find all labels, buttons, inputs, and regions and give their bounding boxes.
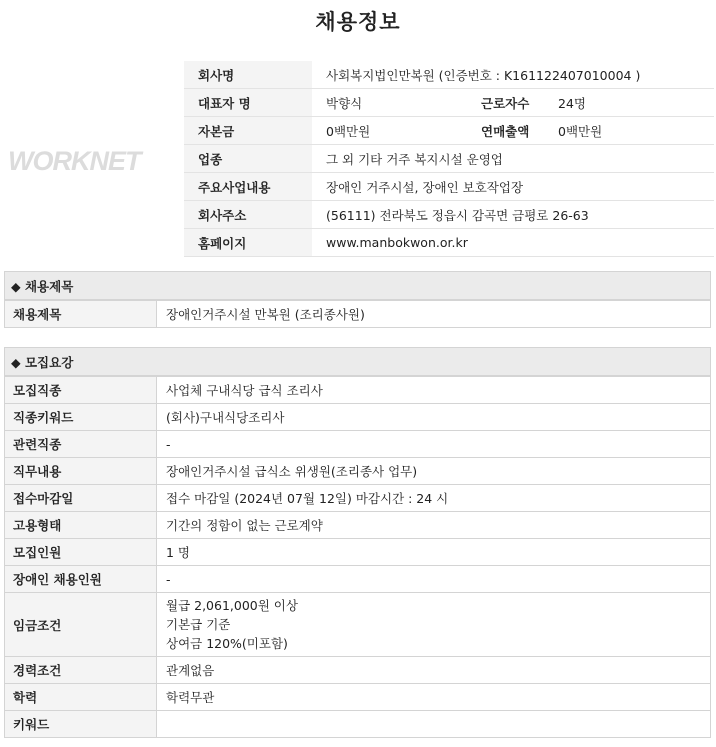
recruit-row-label: 장애인 채용인원 — [5, 566, 157, 593]
recruit-row-value: 1 명 — [157, 539, 711, 566]
homepage-link[interactable]: www.manbokwon.or.kr — [312, 229, 714, 257]
recruit-row-label: 모집인원 — [5, 539, 157, 566]
company-row-address — [184, 201, 714, 229]
address-value: (56111) 전라북도 정읍시 감곡면 금평로 26-63 — [312, 201, 714, 229]
company-row-business — [184, 173, 714, 201]
business-value: 장애인 거주시설, 장애인 보호작업장 — [312, 173, 714, 201]
recruit-section — [4, 347, 711, 738]
recruit-row — [5, 657, 711, 684]
company-info-table — [184, 61, 714, 257]
company-row-industry — [184, 145, 714, 173]
capital-label: 자본금 — [184, 117, 312, 145]
recruit-row-label: 관련직종 — [5, 431, 157, 458]
recruit-row — [5, 684, 711, 711]
recruit-row-label: 고용형태 — [5, 512, 157, 539]
wage-line: 월급 2,061,000원 이상 — [166, 598, 298, 613]
recruit-row-label: 직종키워드 — [5, 404, 157, 431]
recruit-row-label: 접수마감일 — [5, 485, 157, 512]
page-title: 채용정보 — [315, 10, 401, 34]
recruit-row-value: 사업체 구내식당 급식 조리사 — [157, 377, 711, 404]
recruit-row-value: 학력무관 — [157, 684, 711, 711]
recruit-row-value: 기간의 정함이 없는 근로계약 — [157, 512, 711, 539]
recruit-row-label: 직무내용 — [5, 458, 157, 485]
job-title-value: 장애인거주시설 만복원 (조리종사원) — [157, 301, 711, 328]
sales-label: 연매출액 — [481, 117, 558, 145]
company-row-homepage — [184, 229, 714, 257]
job-title-section — [4, 271, 711, 328]
ceo-value: 박향식 — [312, 89, 481, 117]
recruit-row — [5, 512, 711, 539]
company-row-ceo — [184, 89, 714, 117]
recruit-row-value: - — [157, 566, 711, 593]
job-title-row — [5, 301, 711, 328]
recruit-row-value: 장애인거주시설 급식소 위생원(조리종사 업무) — [157, 458, 711, 485]
company-name-label: 회사명 — [184, 61, 312, 89]
wage-line: 기본급 기준 — [166, 617, 231, 632]
wage-row — [5, 593, 711, 657]
recruit-row-label: 학력 — [5, 684, 157, 711]
recruit-section-header: ◆ 모집요강 — [4, 347, 711, 376]
address-label: 회사주소 — [184, 201, 312, 229]
employees-value: 24명 — [558, 89, 714, 117]
industry-value: 그 외 기타 거주 복지시설 운영업 — [312, 145, 714, 173]
recruit-row-label: 경력조건 — [5, 657, 157, 684]
recruit-row-label: 모집직종 — [5, 377, 157, 404]
recruit-table — [4, 376, 711, 738]
sales-value: 0백만원 — [558, 117, 714, 145]
recruit-row-value: - — [157, 431, 711, 458]
industry-label: 업종 — [184, 145, 312, 173]
wage-line: 상여금 120%(미포함) — [166, 636, 288, 651]
job-title-section-header: ◆ 채용제목 — [4, 271, 711, 300]
homepage-label: 홈페이지 — [184, 229, 312, 257]
recruit-row-value: 관계없음 — [157, 657, 711, 684]
recruit-row — [5, 458, 711, 485]
business-label: 주요사업내용 — [184, 173, 312, 201]
recruit-row — [5, 711, 711, 738]
capital-value: 0백만원 — [312, 117, 481, 145]
job-title-label: 채용제목 — [5, 301, 157, 328]
worknet-logo: WORKNET — [8, 146, 141, 176]
recruit-row-value: 접수 마감일 (2024년 07월 12일) 마감시간 : 24 시 — [157, 485, 711, 512]
recruit-row — [5, 431, 711, 458]
recruit-row — [5, 404, 711, 431]
employees-label: 근로자수 — [481, 89, 558, 117]
company-row-name — [184, 61, 714, 89]
ceo-label: 대표자 명 — [184, 89, 312, 117]
job-title-table — [4, 300, 711, 328]
company-row-capital — [184, 117, 714, 145]
company-name-value: 사회복지법인만복원 (인증번호 : K161122407010004 ) — [312, 61, 714, 89]
recruit-row — [5, 485, 711, 512]
recruit-row-label: 키워드 — [5, 711, 157, 738]
wage-label: 임금조건 — [5, 593, 157, 657]
recruit-row — [5, 539, 711, 566]
recruit-row — [5, 377, 711, 404]
recruit-row — [5, 566, 711, 593]
recruit-row-value: (회사)구내식당조리사 — [157, 404, 711, 431]
recruit-row-value — [157, 711, 711, 738]
wage-value — [157, 593, 711, 657]
